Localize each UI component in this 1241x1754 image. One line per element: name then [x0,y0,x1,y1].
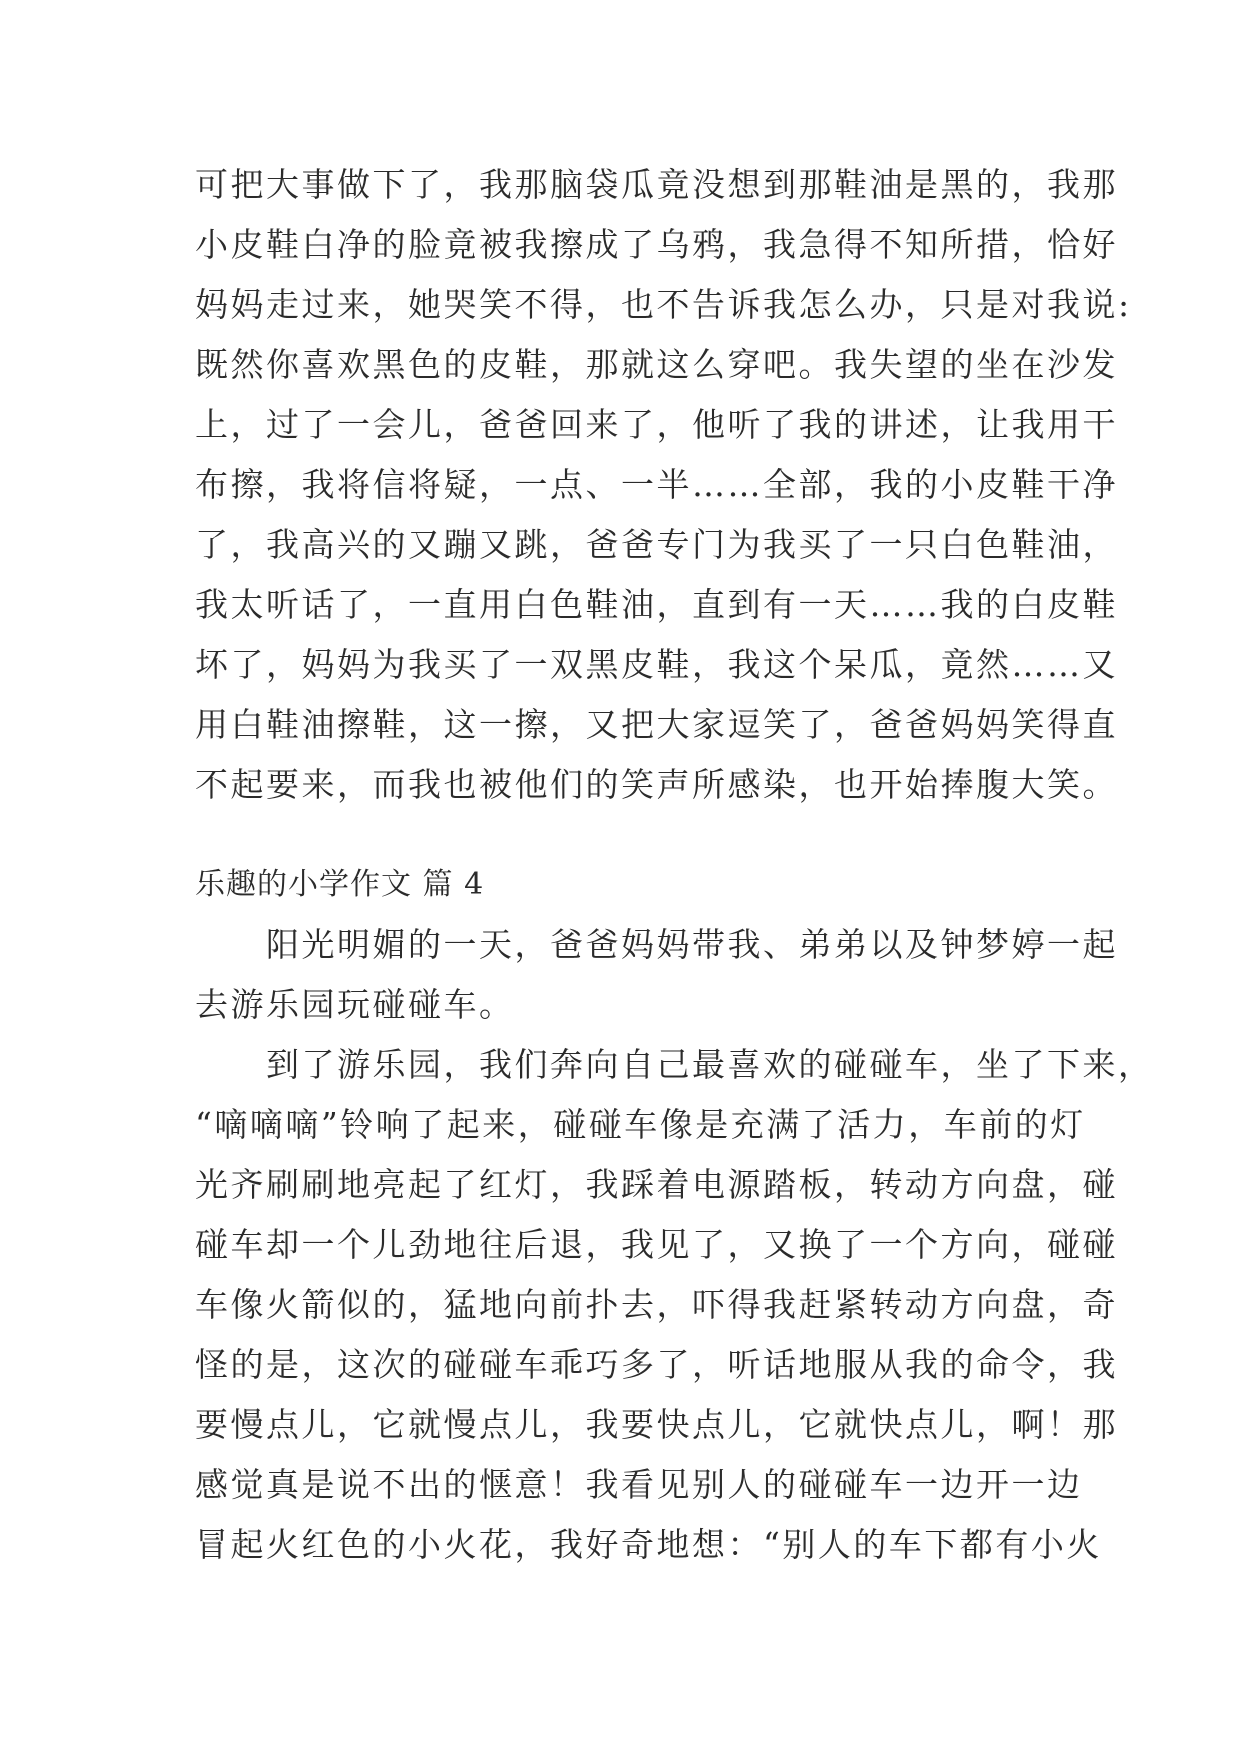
paragraph-line: 布擦，我将信将疑，一点、一半……全部，我的小皮鞋干净 [195,465,1118,504]
paragraph-line: 妈妈走过来，她哭笑不得，也不告诉我怎么办，只是对我说: [195,285,1132,324]
paragraph-line: 了，我高兴的又蹦又跳，爸爸专门为我买了一只白色鞋油， [195,525,1118,564]
paragraph-line: 阳光明媚的一天，爸爸妈妈带我、弟弟以及钟梦婷一起 [195,925,1118,964]
paragraph-line: 我太听话了，一直用白色鞋油，直到有一天……我的白皮鞋 [195,585,1118,624]
paragraph-line: 感觉真是说不出的惬意！我看见别人的碰碰车一边开一边 [195,1465,1083,1504]
paragraph-line: 光齐刷刷地亮起了红灯，我踩着电源踏板，转动方向盘，碰 [195,1165,1118,1204]
paragraph-line: 小皮鞋白净的脸竟被我擦成了乌鸦，我急得不知所措，恰好 [195,225,1118,264]
essay-heading: 乐趣的小学作文 篇 4 [195,867,485,902]
paragraph-line: 到了游乐园，我们奔向自己最喜欢的碰碰车，坐了下来， [195,1045,1154,1084]
paragraph-line: 车像火箭似的，猛地向前扑去，吓得我赶紧转动方向盘，奇 [195,1285,1118,1324]
paragraph-line: 去游乐园玩碰碰车。 [195,985,515,1024]
paragraph-line: 要慢点儿，它就慢点儿，我要快点儿，它就快点儿，啊！那 [195,1405,1118,1444]
paragraph-line: 既然你喜欢黑色的皮鞋，那就这么穿吧。我失望的坐在沙发 [195,345,1118,384]
paragraph-line: 坏了，妈妈为我买了一双黑皮鞋，我这个呆瓜，竟然……又 [195,645,1118,684]
paragraph-line: 上，过了一会儿，爸爸回来了，他听了我的讲述，让我用干 [195,405,1118,444]
paragraph-line: “嘀嘀嘀”铃响了起来，碰碰车像是充满了活力，车前的灯 [195,1105,1086,1144]
paragraph-line: 用白鞋油擦鞋，这一擦，又把大家逗笑了，爸爸妈妈笑得直 [195,705,1118,744]
paragraph-line: 碰车却一个儿劲地往后退，我见了，又换了一个方向，碰碰 [195,1225,1118,1264]
paragraph-line: 可把大事做下了，我那脑袋瓜竟没想到那鞋油是黑的，我那 [195,165,1118,204]
paragraph-line: 怪的是，这次的碰碰车乖巧多了，听话地服从我的命令，我 [195,1345,1118,1384]
paragraph-line: 冒起火红色的小火花，我好奇地想：“别人的车下都有小火 [195,1525,1102,1564]
paragraph-line: 不起要来，而我也被他们的笑声所感染，也开始捧腹大笑。 [195,765,1118,804]
